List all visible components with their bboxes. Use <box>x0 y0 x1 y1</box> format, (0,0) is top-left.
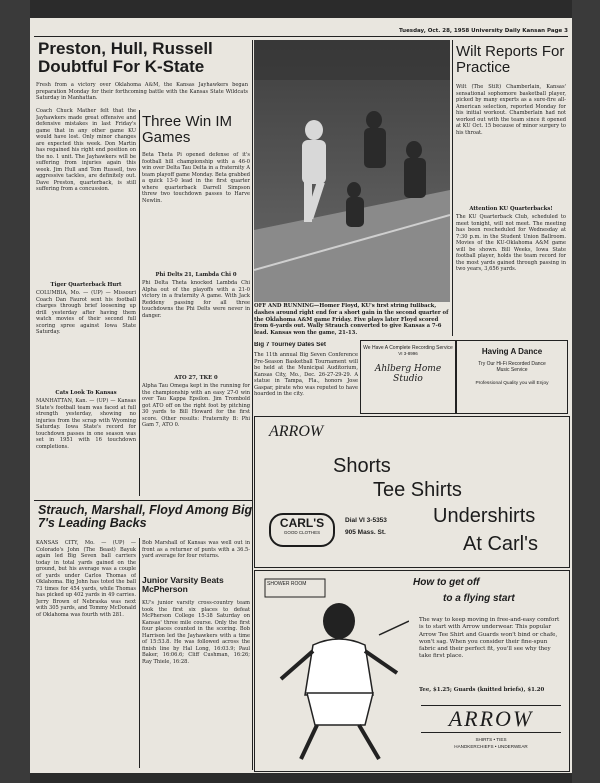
newspaper-page <box>30 18 572 773</box>
recording-ad <box>360 340 456 414</box>
im-sub2-body: Alpha Tau Omega kept in the running for the championship with an easy 27-0 win over Tau Kappa Epsilon. Jim Trombold got ATO off on the right foot by pitching 30 yards to Bill Howard for the first score. Other results: Fraternity B: Phi Gam 7, ATO 0. <box>142 383 250 429</box>
big7-headline: Big 7 Tourney Dates Set <box>254 342 326 348</box>
main-subhead-2: Cats Look To Kansas <box>55 390 117 396</box>
football-photo <box>254 40 450 302</box>
strauch-right: Bob Marshall of Kansas was well out in front as a returner of punts with a 36.5-yard average for four returns. <box>142 540 250 560</box>
column-rule-2 <box>252 40 253 770</box>
photo-caption: OFF AND RUNNING—Homer Floyd, KU's first string fullback, dashes around right end for a short gain in the second quarter of the Oklahoma A&M game Friday. Five plays later Floyd scored from 6-yards out. Wally Strauch converted to give Kansas a 7-6 lead. Kansas won the game, 21-13. <box>254 303 449 337</box>
im-sub1-body: Phi Delta Theta knocked Lambda Chi Alpha out of the playoffs with a 21-0 victory in a fraternity A game. With Jack Reddeny passing for all three touchdowns the Phi Delts were never in danger. <box>142 280 250 319</box>
im-subhead-1: Phi Delts 21, Lambda Chi 0 <box>155 272 237 278</box>
carls-logo-sub: GOOD CLOTHES <box>283 530 321 536</box>
recording-ad-name: Ahlberg Home Studio <box>374 364 442 384</box>
main-lead: Fresh from a victory over Oklahoma A&M, the Kansas Jayhawkers began preparation Monday for their forthcoming battle with the Kansas State Wildcats Saturday in Manhattan. <box>36 82 248 102</box>
recording-ad-top: We Have A Complete Recording Service <box>363 345 453 351</box>
im-subhead-2: ATO 27, TKE 0 <box>174 375 218 381</box>
dance-ad-line3: Professional Quality you will Enjoy <box>475 381 549 386</box>
scan-edge-right <box>572 0 600 783</box>
carls-ad-brand: ARROW <box>269 423 324 440</box>
im-headline: Three Win IM Games <box>142 114 233 146</box>
football-photo-image <box>254 40 450 302</box>
carls-ad <box>254 416 570 568</box>
arrow-ad-heading2: to a flying start <box>443 593 515 604</box>
carls-ad-undershirts: Undershirts <box>433 505 536 527</box>
dance-ad-title: Having A Dance <box>481 347 543 356</box>
dance-ad-line1: Try Our Hi-Fi Recorded Dance <box>478 361 546 367</box>
carls-ad-address: 905 Mass. St. <box>345 529 386 536</box>
strauch-body: KANSAS CITY, Mo. — (UP) — Colorado's John (The Beast) Bayuk again led Big Seven ball carriers today in total yards gained on the ground, but his average was a couple of yards under Carlos Thomas of Oklahoma. Big John has toted the ball 73 times for 454 yards, while Thomas has picked up 402 yards in 49 carries. Jerry Brown of Nebraska was next with 305 yards, and Tommy McDonald of Oklahoma was fourth with 281. <box>36 540 136 618</box>
main-subhead-1: Tiger Quarterback Hurt <box>50 282 122 288</box>
page-header: Tuesday, Oct. 28, 1958 University Daily Kansan Page 3 <box>399 28 568 34</box>
main-body: Coach Chuck Mather felt that the Jayhawkers made great offensive and defensive mistakes in last Friday's game that in any other game KU would have lost. Only minor changes are expected this week. Don Martin has regained his right end position on the no. 1 unit. The Jayhawkers will be suffering from injuries again this week. Jim Hull and Tom Russell, two aggressive tackles, are definitely out. Dave Preston, quarterback, is still suffering from a concussion. <box>36 108 136 193</box>
junior-body: KU's junior varsity cross-country team took the first six places to defeat McPherson College 15-38 Saturday on Kansas' three mile course. Only the first four places counted in the scoring. Bob Harrison led the Jayhawkers with a time of 15:53.8. He was followed across the finish line by Hal Long, 16:03.9; Paul Baker, 16:06.6; Cliff Cushman, 16:26; Ray Thiele, 16:28. <box>142 600 250 665</box>
arrow-ad-heading1: How to get off <box>413 577 480 588</box>
carls-ad-at-carls: At Carl's <box>463 533 538 555</box>
arrow-ad-brand: ARROW <box>421 705 561 733</box>
arrow-ad-illustration <box>261 575 409 765</box>
carls-ad-tee-shirts: Tee Shirts <box>373 479 462 501</box>
header-rule <box>34 36 568 37</box>
arrow-ad-tagline2: HANDKERCHIEFS • UNDERWEAR <box>454 744 528 749</box>
column-rule-4 <box>452 40 453 336</box>
wilt-body: Wilt (The Stilt) Chamberlain, Kansas' sensational sophomore basketball player, picked by many experts as a sure-fire all-American selection, reported Monday for his initial workout. Chamberlain had not worked out with the team since it opened at KU Oct. 15 because of minor surgery to his throat. <box>456 84 566 136</box>
main-headline: Preston, Hull, Russell Doubtful For K-State <box>38 40 213 76</box>
wilt-headline: Wilt Reports For Practice <box>456 44 565 76</box>
carls-ad-phone: Dial VI 3-5353 <box>345 517 387 524</box>
strauch-headline: Strauch, Marshall, Floyd Among Big 7's Leading Backs <box>38 504 253 531</box>
arrow-ad <box>254 570 570 772</box>
im-body: Beta Theta Pi opened defense of it's football hill championship with a 46-0 win over Delta Tau Delta in a fraternity A team playoff game Monday. Beta grabbed a quick 13-0 lead in the first quarter where quarterback Darrell Simpson threw two touchdown passes to Harve Newlin. <box>142 152 250 204</box>
scan-edge-left <box>0 0 30 783</box>
recording-ad-phone: VI 3-8996 <box>398 351 418 356</box>
dance-ad <box>456 340 568 414</box>
arrow-ad-sign: SHOWER ROOM <box>267 581 307 587</box>
arrow-ad-tagline: SHIRTS • TIES <box>475 737 507 742</box>
wilt-subhead: Attention KU Quarterbacks! <box>469 206 553 212</box>
carls-logo-name: CARL'S <box>279 516 325 530</box>
carls-logo <box>269 513 335 547</box>
big7-body: The 11th annual Big Seven Conference Pre-Season Basketball Tournament will be held at the Municipal Auditorium, Kansas City, Mo., Dec. 26-27-29-29. A statue in Tampa, Fla., honors Jose Gaspar, pirate who was reputed to have hoarded in the city. <box>254 352 358 398</box>
strauch-rule <box>34 500 252 501</box>
carls-ad-shorts: Shorts <box>333 455 391 477</box>
column-rule-3 <box>139 538 140 768</box>
junior-headline: Junior Varsity Beats McPherson <box>142 576 224 594</box>
main-sub1-body: COLUMBIA, Mo. — (UP) — Missouri Coach Dan Faurot sent his football charges through brief loosening up drill yesterday after having them watch movies of their second full scoring spree against Iowa State Saturday. <box>36 290 136 336</box>
arrow-ad-price: Tee, $1.25; Guards (knitted briefs), $1.20 <box>419 687 545 693</box>
column-rule-1 <box>139 110 140 496</box>
arrow-ad-body: The way to keep moving in free-and-easy comfort is to start with Arrow underwear. This popular Arrow Tee Shirt and Guards won't bind or chafe, won't sag. When you consider their fine-spun fabric and their perfect fit, you'll see why they take first place. <box>419 617 560 660</box>
wilt-sub-body: The KU Quarterback Club, scheduled to meet tonight, will not meet. The meeting has been rescheduled for Wednesday at 7:30 p.m. in the Student Union Ballroom. Movies of the KU-Oklahoma A&M game will be shown. Bill Weeks, Iowa State football player, holds the team record for the most yards gained through passing in two years, 3,656 yards. <box>456 214 566 273</box>
main-sub2-body: MANHATTAN, Kan. — (UP) — Kansas State's football team was faced at full strength yesterday, showing no injuries from the scrap with Wyoming Saturday. Iowa State's record for touchdown passes in one season was set in 1951 with 16 touchdown completions. <box>36 398 136 450</box>
dance-ad-line2: Music Service <box>496 367 528 373</box>
